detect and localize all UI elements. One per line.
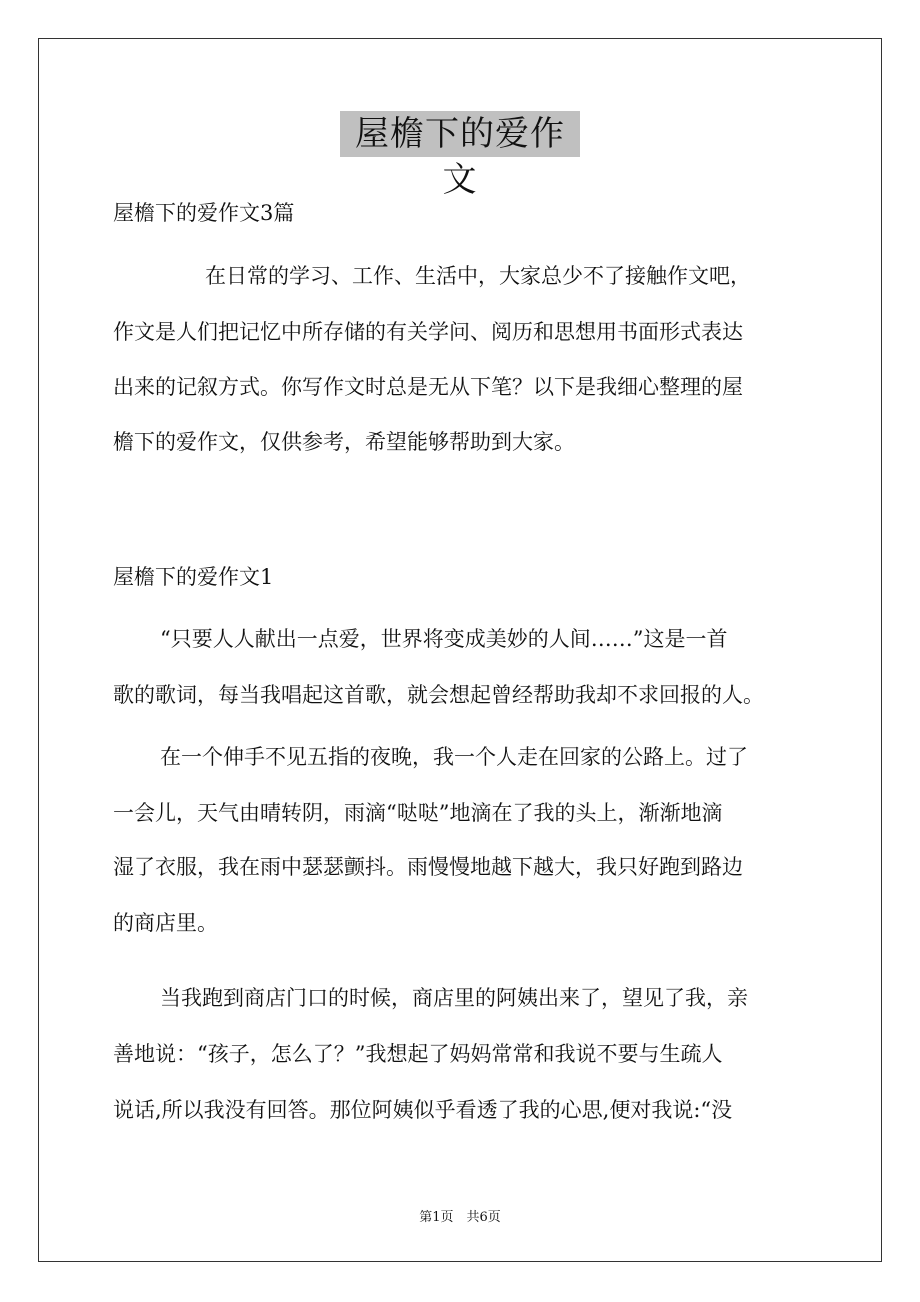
- intro-line: 檐下的爱作文，仅供参考，希望能够帮助到大家。: [113, 430, 575, 454]
- intro-line: 作文是人们把记忆中所存储的有关学问、阅历和思想用书面形式表达: [113, 320, 743, 344]
- body-line: “只要人人献出一点爱，世界将变成美妙的人间……”这是一首: [160, 627, 728, 651]
- body-line: 善地说：“孩子，怎么了？”我想起了妈妈常常和我说不要与生疏人: [113, 1042, 723, 1066]
- subtitle: 屋檐下的爱作文3篇: [113, 201, 295, 225]
- document-title: 屋檐下的爱作文: [340, 111, 580, 157]
- body-line: 说话,所以我没有回答。那位阿姨似乎看透了我的心思,便对我说:“没: [113, 1098, 733, 1122]
- body-line: 歌的歌词，每当我唱起这首歌，就会想起曾经帮助我却不求回报的人。: [113, 683, 764, 707]
- body-line: 在一个伸手不见五指的夜晚，我一个人走在回家的公路上。过了: [160, 745, 748, 769]
- intro-line: 在日常的学习、工作、生活中，大家总少不了接触作文吧，: [205, 264, 751, 288]
- body-line: 湿了衣服，我在雨中瑟瑟颤抖。雨慢慢地越下越大，我只好跑到路边: [113, 855, 743, 879]
- body-line: 一会儿，天气由晴转阴，雨滴“哒哒”地滴在了我的头上，渐渐地滴: [113, 801, 723, 825]
- body-line: 的商店里。: [113, 911, 218, 935]
- body-line: 当我跑到商店门口的时候，商店里的阿姨出来了，望见了我，亲: [160, 986, 748, 1010]
- section-heading: 屋檐下的爱作文1: [113, 565, 274, 589]
- page-footer: 第1页 共6页: [419, 1210, 501, 1225]
- intro-line: 出来的记叙方式。你写作文时总是无从下笔？以下是我细心整理的屋: [113, 375, 743, 399]
